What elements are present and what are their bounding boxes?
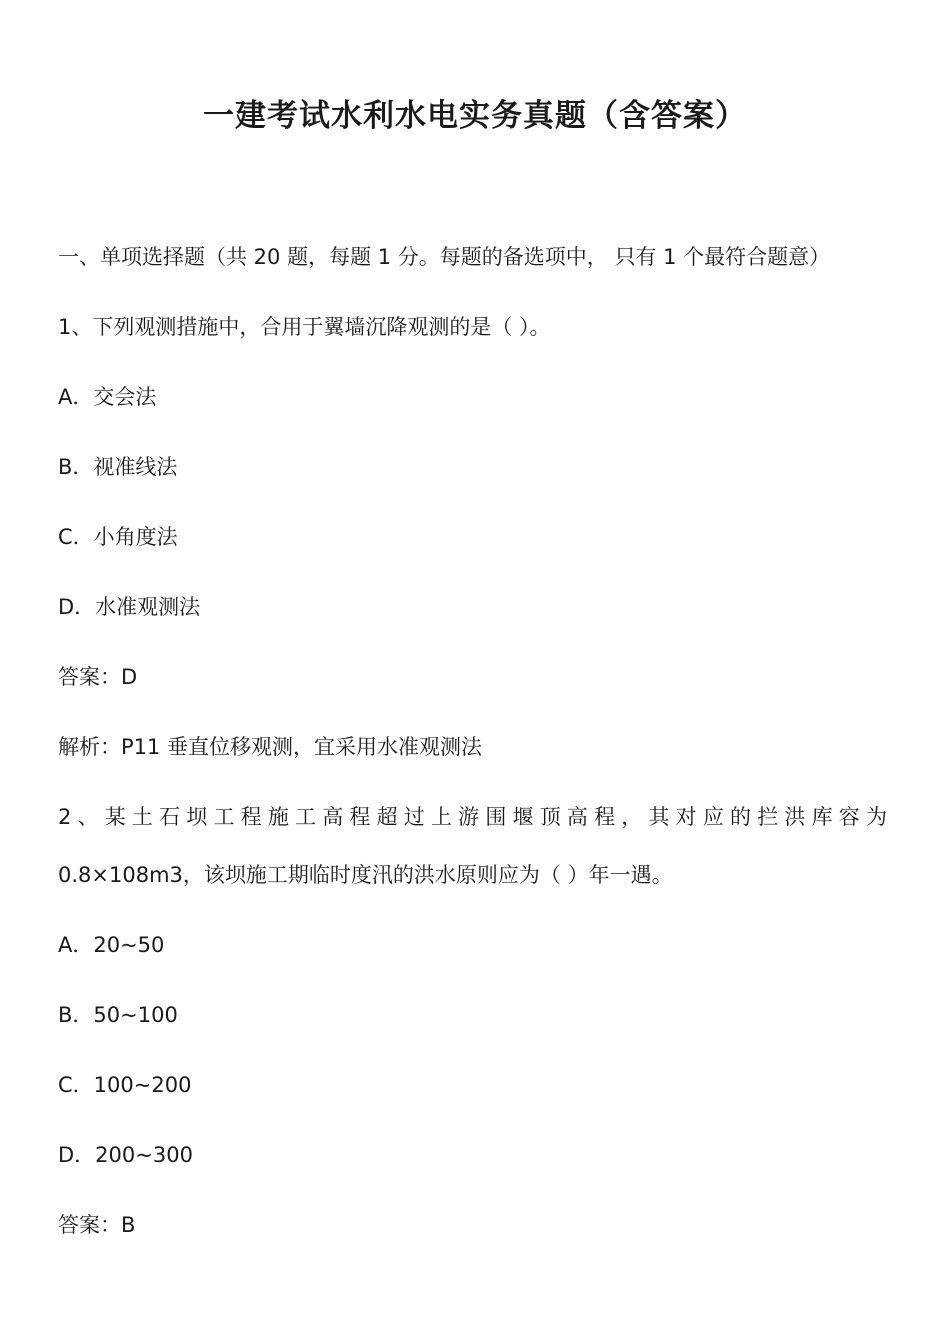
section-heading: 一、单项选择题（共 20 题，每题 1 分。每题的备选项中， 只有 1 个最符合题意） xyxy=(58,245,831,269)
question-1-option-d: D．水准观测法 xyxy=(58,595,201,619)
question-1-stem: 1、下列观测措施中，合用于翼墙沉降观测的是（ ）。 xyxy=(58,315,551,339)
question-1-answer: 答案：D xyxy=(58,665,138,689)
question-1-option-a: A．交会法 xyxy=(58,385,157,409)
question-2-option-b: B．50~100 xyxy=(58,1003,178,1027)
question-2-option-d: D．200~300 xyxy=(58,1143,193,1167)
question-2-answer: 答案：B xyxy=(58,1213,136,1237)
question-2-option-a: A．20~50 xyxy=(58,933,165,957)
question-2-option-c: C．100~200 xyxy=(58,1073,192,1097)
question-1-option-c: C．小角度法 xyxy=(58,525,178,549)
document-title: 一建考试水利水电实务真题（含答案） xyxy=(203,98,747,134)
question-2-stem-line-2: 0.8×108m3，该坝施工期临时度汛的洪水原则应为（ ）年一遇。 xyxy=(58,863,673,887)
question-1-option-b: B．视准线法 xyxy=(58,455,178,479)
question-2-stem-line-1: 2、某土石坝工程施工高程超过上游围堰顶高程，其对应的拦洪库容为 xyxy=(58,805,890,829)
question-1-explanation: 解析：P11 垂直位移观测，宜采用水准观测法 xyxy=(58,735,483,759)
